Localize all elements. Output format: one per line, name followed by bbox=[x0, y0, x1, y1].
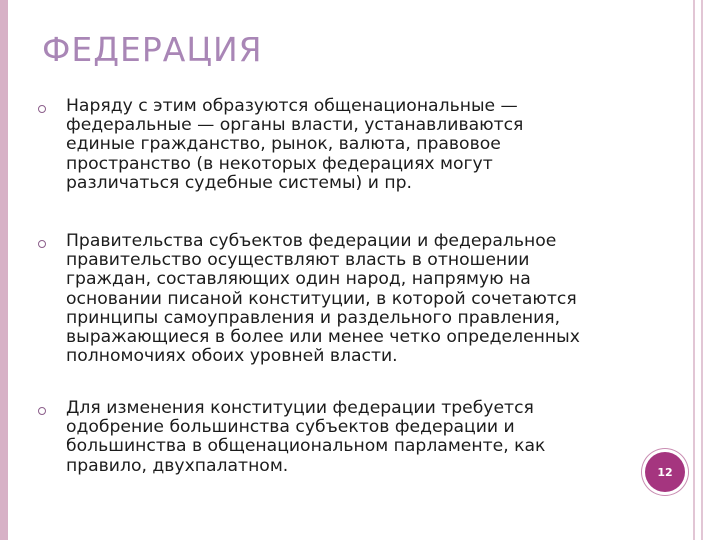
left-decorative-rail bbox=[0, 0, 8, 540]
slide-title: ФЕДЕРАЦИЯ bbox=[42, 30, 263, 69]
bullet-text: Для изменения конституции федерации требуется одобрение большинства субъектов федерации и большинства в общенациональном парламенте, как правило, двухпалатном. bbox=[66, 398, 546, 476]
right-decorative-line bbox=[701, 0, 703, 540]
circle-bullet-icon bbox=[38, 105, 46, 113]
right-decorative-line bbox=[693, 0, 695, 540]
circle-bullet-icon bbox=[38, 407, 46, 415]
bullet-text: Правительства субъектов федерации и федеральное правительство осуществляют власть в отношении граждан, составляющих один народ, напрямую на основании писаной конституции, в которой сочетаются принципы самоуправления и раздельного правления, выражающиеся в более или менее четко определенных полномочиях обоих уровней власти. bbox=[66, 231, 580, 367]
page-number-badge: 12 bbox=[645, 452, 685, 492]
bullet-text: Наряду с этим образуются общенациональные — федеральные — органы власти, устанавливаются единые гражданство, рынок, валюта, правовое пространство (в некоторых федерациях могут различаться судебные системы) и пр. bbox=[66, 96, 524, 193]
circle-bullet-icon bbox=[38, 240, 46, 248]
